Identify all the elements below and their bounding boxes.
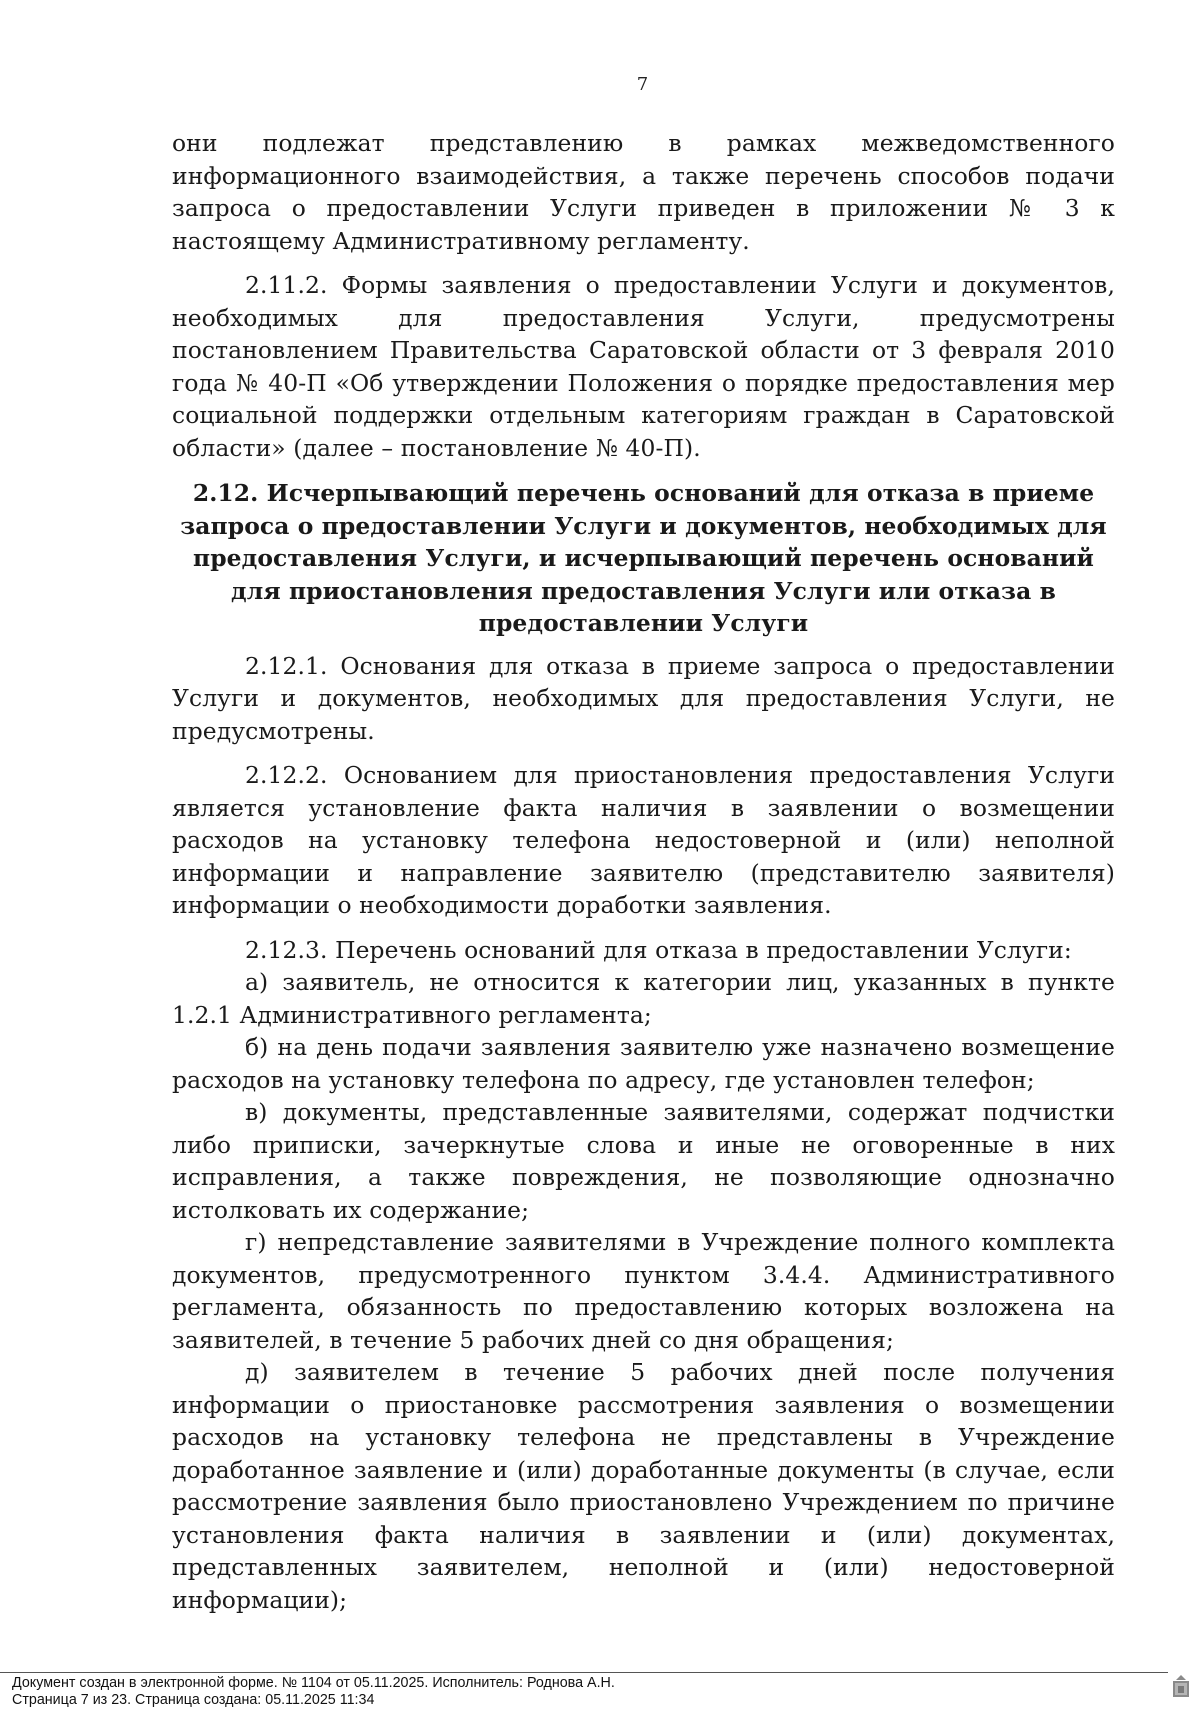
footer-divider bbox=[0, 1672, 1168, 1673]
paragraph-2-12-1: 2.12.1. Основания для отказа в приеме запроса о предоставлении Услуги и документов, необходимых для предоставления Услуги, не предусмотрены. bbox=[172, 651, 1115, 745]
paragraph-continuation: они подлежат представлению в рамках межведомственного информационного взаимодействия, а также перечень способов подачи запроса о предоставлении Услуги приведен в приложении № 3 к настоящему Административному регламенту. bbox=[172, 129, 1115, 255]
footer-page-info: Страница 7 из 23. Страница создана: 05.11.2025 11:34 bbox=[12, 1692, 375, 1708]
list-item-a: а) заявитель, не относится к категории лиц, указанных в пункте 1.2.1 Административного регламента; bbox=[172, 968, 1115, 1029]
paragraph-2-11-2: 2.11.2. Формы заявления о предоставлении Услуги и документов, необходимых для предоставления Услуги, предусмотрены постановлением Правительства Саратовской области от 3 февраля 2010 года № 40-П «Об утверждении Положения о порядке предоставления мер социальной поддержки отдельным категориям граждан в Саратовской области» (далее – постановление № 40-П). bbox=[172, 271, 1115, 462]
coat-of-arms-icon bbox=[1170, 1672, 1192, 1698]
document-body bbox=[172, 127, 1115, 1616]
footer-document-info: Документ создан в электронной форме. № 1104 от 05.11.2025. Исполнитель: Роднова А.Н. bbox=[12, 1675, 615, 1691]
list-item-v: в) документы, представленные заявителями, содержат подчистки либо приписки, зачеркнутые слова и иные не оговоренные в них исправления, а также повреждения, не позволяющие однозначно истолковать их содержание; bbox=[172, 1098, 1115, 1224]
list-item-b: б) на день подачи заявления заявителю уже назначено возмещение расходов на установку телефона по адресу, где установлен телефон; bbox=[172, 1033, 1115, 1094]
page-number: 7 bbox=[636, 74, 649, 95]
paragraph-2-12-2: 2.12.2. Основанием для приостановления предоставления Услуги является установление факта наличия в заявлении о возмещении расходов на установку телефона недостоверной и (или) неполной информации и направление заявителю (представителю заявителя) информации о необходимости доработки заявления. bbox=[172, 761, 1115, 919]
paragraph-2-12-3: 2.12.3. Перечень оснований для отказа в предоставлении Услуги: bbox=[245, 935, 1072, 964]
section-title-2-12: 2.12. Исчерпывающий перечень оснований для отказа в приеме запроса о предоставлении Услуги и документов, необходимых для предоставления Услуги, и исчерпывающий перечень оснований для приостановления предоставления Услуги или отказа в предоставлении Услуги bbox=[180, 479, 1107, 637]
list-item-d: д) заявителем в течение 5 рабочих дней после получения информации о приостановке рассмотрения заявления о возмещении расходов на установку телефона не представлены в Учреждение доработанное заявление и (или) доработанные документы (в случае, если рассмотрение заявления было приостановлено Учреждением по причине установления факта наличия в заявлении и (или) документах, представленных заявителем, неполной и (или) недостоверной информации); bbox=[172, 1358, 1115, 1614]
footer bbox=[12, 1675, 615, 1709]
list-item-g: г) непредставление заявителями в Учреждение полного комплекта документов, предусмотренного пунктом 3.4.4. Административного регламента, обязанность по предоставлению которых возложена на заявителей, в течение 5 рабочих дней со дня обращения; bbox=[172, 1228, 1115, 1354]
